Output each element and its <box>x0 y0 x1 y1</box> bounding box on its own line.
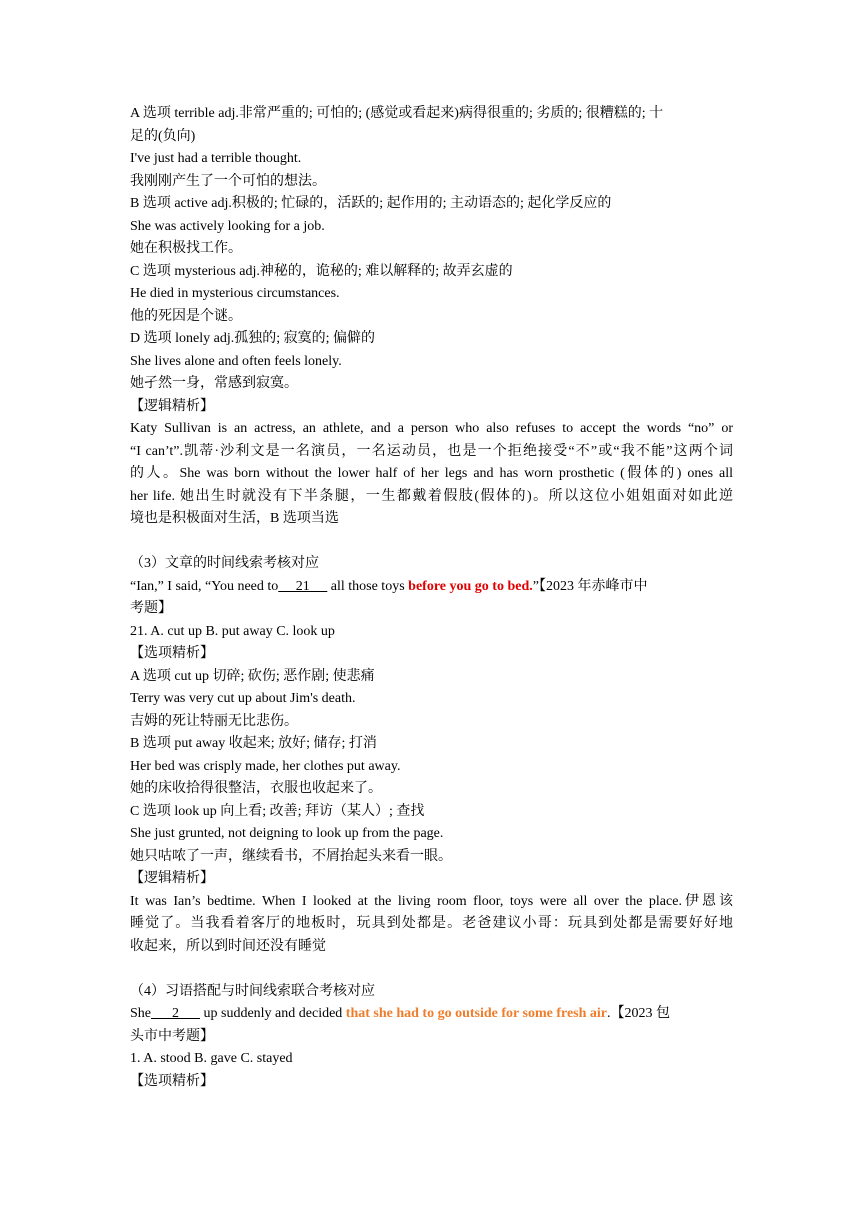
option-c-example-cn: 她只咕哝了一声，继续看书，不屑抬起头来看一眼。 <box>130 848 452 864</box>
option-a-definition: A 选项 terrible adj.非常严重的; 可怕的; (感觉或看起来)病得很重的; 劣质的; 很糟糕的; 十 <box>130 106 664 121</box>
option-b-definition: B 选项 put away 收起来; 放好; 储存; 打消 <box>130 736 377 751</box>
option-b-definition: B 选项 active adj.积极的; 忙碌的，活跃的; 起作用的; 主动语态的; 起化学反应的 <box>130 196 612 211</box>
option-b-example-cn: 她的床收拾得很整洁，衣服也收起来了。 <box>130 781 382 796</box>
question-source-cont: 考题】 <box>130 601 172 616</box>
question-source: ”【2023 年赤峰市中 <box>532 578 648 594</box>
logic-analysis-line: 收起来，所以到时间还没有睡觉 <box>130 938 326 954</box>
question-text: all those toys <box>327 578 409 594</box>
question-1-options: 1. A. stood B. gave C. stayed <box>130 1051 293 1066</box>
logic-analysis-line: It was Ian’s bedtime. When I looked at the living room floor, toys were all over the place.伊恩该 <box>130 893 733 909</box>
logic-analysis-line: “I can’t”.凯蒂·沙利文是一名演员，一名运动员，也是一个拒绝接受“不”或“我不能”这两个词 <box>130 443 733 459</box>
option-d-definition: D 选项 lonely adj.孤独的; 寂寞的; 偏僻的 <box>130 331 375 346</box>
logic-analysis-line: Katy Sullivan is an actress, an athlete, and a person who also refuses to accept the words “no” or <box>130 421 733 436</box>
question-21-text <box>130 576 733 599</box>
spacer <box>130 531 733 554</box>
option-a-definition: A 选项 cut up 切碎; 砍伤; 恶作剧; 使悲痛 <box>130 668 375 684</box>
section-3-heading: （3）文章的时间线索考核对应 <box>130 556 319 571</box>
time-clue-highlight: before you go to bed. <box>408 578 533 594</box>
option-a-example-en: I've just had a terrible thought. <box>130 151 302 166</box>
option-a-example-cn: 我刚刚产生了一个可怕的想法。 <box>130 173 326 189</box>
answer-blank: 2 <box>151 1006 200 1021</box>
option-c-example-en: He died in mysterious circumstances. <box>130 286 340 301</box>
option-b-example-en: Her bed was crisply made, her clothes put away. <box>130 758 401 774</box>
answer-blank: 21 <box>278 578 328 594</box>
question-source-cont: 头市中考题】 <box>130 1028 214 1044</box>
option-a-definition-cont: 足的(负向) <box>130 128 196 144</box>
option-d-example-en: She lives alone and often feels lonely. <box>130 353 342 369</box>
logic-analysis-line: 睡觉了。当我看着客厅的地板时，玩具到处都是。老爸建议小哥：玩具到处都是需要好好地 <box>130 916 733 931</box>
option-c-definition: C 选项 mysterious adj.神秘的，诡秘的; 难以解释的; 故弄玄虚的 <box>130 263 513 279</box>
time-clue-highlight: that she had to go outside for some fresh air <box>345 1006 607 1021</box>
option-c-example-cn: 他的死因是个谜。 <box>130 308 242 324</box>
question-text: She <box>130 1006 151 1021</box>
logic-analysis-heading: 【逻辑精析】 <box>130 398 214 414</box>
spacer <box>130 958 733 981</box>
question-2-text <box>130 1003 733 1026</box>
document-page <box>130 103 733 1093</box>
option-d-example-cn: 她孑然一身，常感到寂寞。 <box>130 376 298 391</box>
logic-analysis-line: 境也是积极面对生活，B 选项当选 <box>130 511 339 526</box>
logic-analysis-line: her life. 她出生时就没有下半条腿，一生都戴着假肢(假体的)。所以这位小姐姐面对如此逆 <box>130 488 733 504</box>
option-b-example-en: She was actively looking for a job. <box>130 218 325 234</box>
option-b-example-cn: 她在积极找工作。 <box>130 241 242 256</box>
question-text: “Ian,” I said, “You need to <box>130 578 279 594</box>
option-c-example-en: She just grunted, not deigning to look up from the page. <box>130 826 444 841</box>
section-4-heading: （4）习语搭配与时间线索联合考核对应 <box>130 983 375 999</box>
option-analysis-heading: 【选项精析】 <box>130 1073 214 1089</box>
option-analysis-heading: 【选项精析】 <box>130 646 214 661</box>
option-a-example-en: Terry was very cut up about Jim's death. <box>130 691 356 706</box>
option-a-example-cn: 吉姆的死让特丽无比悲伤。 <box>130 713 298 729</box>
question-21-options: 21. A. cut up B. put away C. look up <box>130 623 335 639</box>
logic-analysis-heading: 【逻辑精析】 <box>130 871 214 886</box>
question-text: up suddenly and decided <box>200 1006 346 1021</box>
option-c-definition: C 选项 look up 向上看; 改善; 拜访（某人）; 查找 <box>130 803 425 819</box>
question-source: .【2023 包 <box>607 1006 670 1021</box>
logic-analysis-line: 的人。She was born without the lower half of her legs and has worn prosthetic (假体的) ones all <box>130 466 733 481</box>
